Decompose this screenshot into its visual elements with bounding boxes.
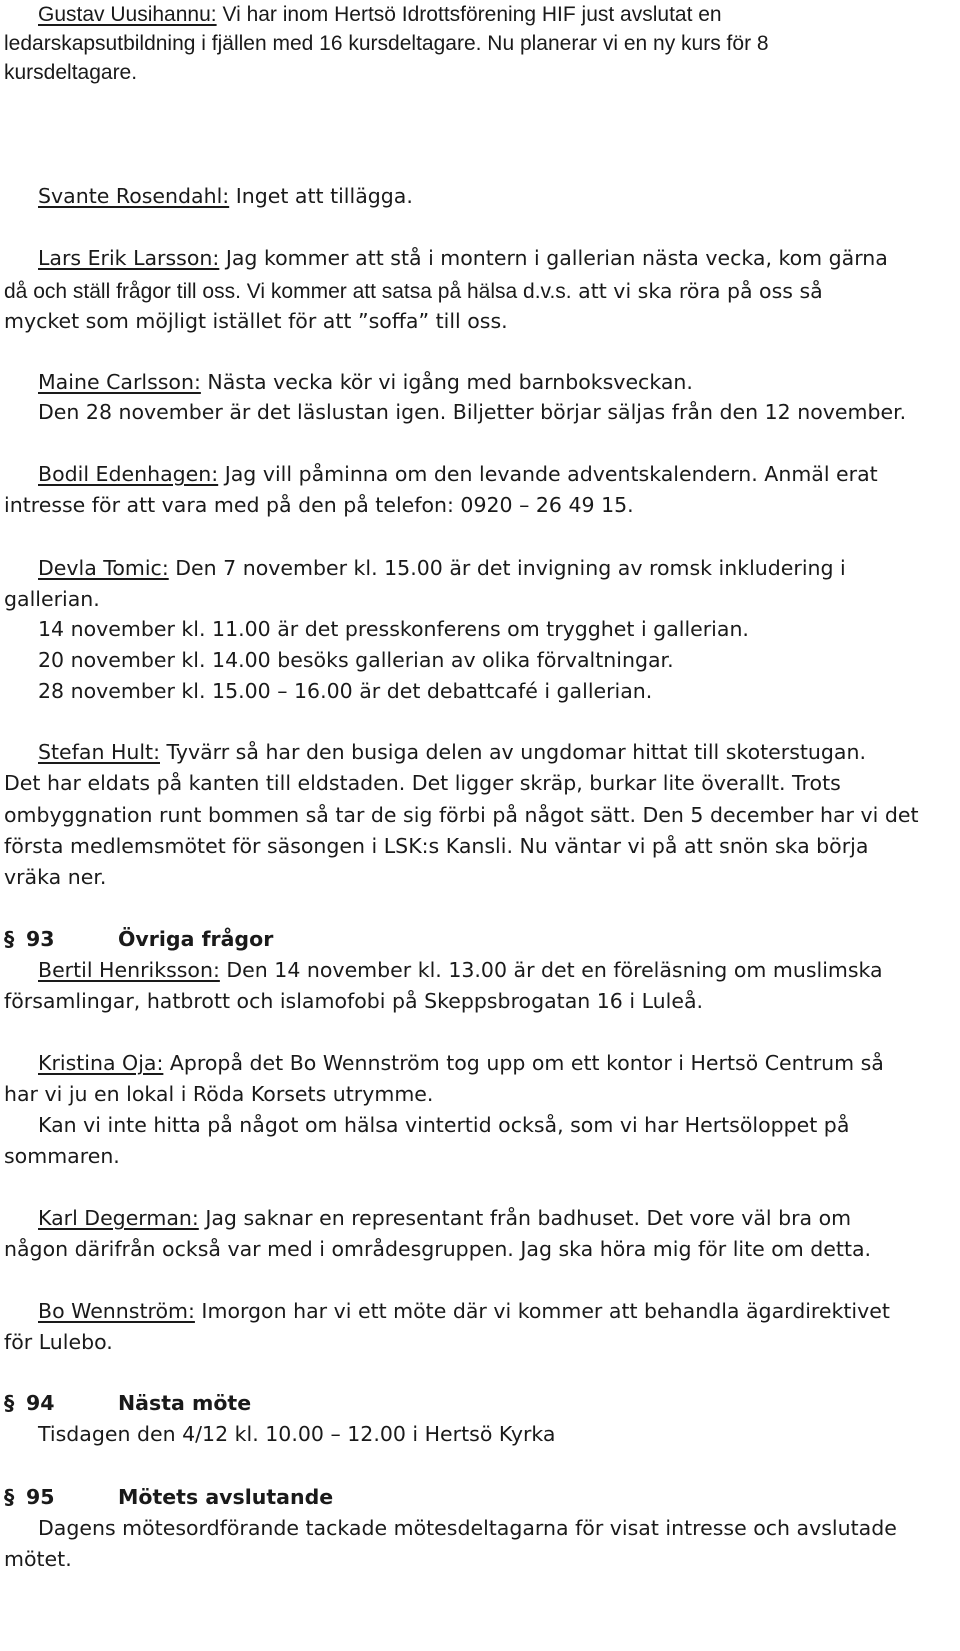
section-heading-93	[4, 923, 273, 955]
paragraph-line: för Lulebo.	[4, 1330, 113, 1354]
paragraph-line: Det har eldats på kanten till eldstaden. Det ligger skräp, burkar lite överallt. Trots	[4, 771, 841, 795]
kristina-paragraph	[38, 1048, 884, 1078]
speaker-name: Devla Tomic:	[38, 556, 169, 580]
speaker-name: Svante Rosendahl:	[38, 184, 230, 208]
paragraph-line: Tisdagen den 4/12 kl. 10.00 – 12.00 i Hertsö Kyrka	[38, 1422, 556, 1446]
section-title: Mötets avslutande	[118, 1485, 334, 1509]
speaker-name: Lars Erik Larsson:	[38, 246, 220, 270]
paragraph-line: 20 november kl. 14.00 besöks gallerian av olika förvaltningar.	[38, 648, 674, 672]
paragraph-text: Vi har inom Hertsö Idrottsförening HIF just avslutat en	[216, 3, 722, 26]
paragraph-text: Jag kommer att stå i montern i gallerian nästa vecka, kom gärna	[219, 246, 888, 270]
speaker-name: Karl Degerman:	[38, 1206, 199, 1230]
lars-paragraph	[38, 243, 888, 273]
paragraph-line: Dagens mötesordförande tackade mötesdeltagarna för visat intresse och avslutade	[38, 1516, 897, 1540]
speaker-name: Bertil Henriksson:	[38, 958, 220, 982]
section-sign: §	[4, 927, 15, 951]
paragraph-line: sommaren.	[4, 1144, 120, 1168]
speaker-name: Maine Carlsson:	[38, 370, 201, 394]
paragraph-text: att vi ska röra på oss så	[571, 279, 823, 303]
paragraph-line: Den 28 november är det läslustan igen. Biljetter börjar säljas från den 12 november.	[38, 400, 907, 424]
speaker-name: Bo Wennström:	[38, 1299, 195, 1323]
bodil-paragraph	[38, 459, 878, 489]
paragraph-line: 28 november kl. 15.00 – 16.00 är det debattcafé i gallerian.	[38, 679, 653, 703]
paragraph-text: då och ställ frågor till oss. Vi kommer att satsa på hälsa d.v.s.	[4, 280, 572, 303]
paragraph-line: har vi ju en lokal i Röda Korsets utrymme.	[4, 1082, 434, 1106]
paragraph-text: Jag saknar en representant från badhuset. Det vore väl bra om	[198, 1206, 852, 1230]
paragraph-line: gallerian.	[4, 587, 100, 611]
paragraph-line: vräka ner.	[4, 865, 107, 889]
section-number: 94	[26, 1391, 55, 1415]
stefan-paragraph	[38, 737, 866, 767]
paragraph-text: Imorgon har vi ett möte där vi kommer att behandla ägardirektivet	[194, 1299, 890, 1323]
speaker-name: Bodil Edenhagen:	[38, 462, 219, 486]
maine-paragraph	[38, 367, 693, 397]
speaker-name: Stefan Hult:	[38, 740, 160, 764]
paragraph-line: någon därifrån också var med i områdesgruppen. Jag ska höra mig för lite om detta.	[4, 1237, 872, 1261]
paragraph-line: intresse för att vara med på den på telefon: 0920 – 26 49 15.	[4, 493, 634, 517]
speaker-name: Kristina Oja:	[38, 1051, 164, 1075]
paragraph-line: ombyggnation runt bommen så tar de sig förbi på något sätt. Den 5 december har vi det	[4, 803, 919, 827]
section-title: Övriga frågor	[118, 927, 274, 951]
paragraph-line: ledarskapsutbildning i fjällen med 16 kursdeltagare. Nu planerar vi en ny kurs för 8	[4, 32, 769, 55]
paragraph-text: Den 7 november kl. 15.00 är det invigning av romsk inkludering i	[168, 556, 846, 580]
paragraph-text: Apropå det Bo Wennström tog upp om ett kontor i Hertsö Centrum så	[163, 1051, 884, 1075]
section-sign: §	[4, 1485, 15, 1509]
bo-paragraph	[38, 1296, 890, 1326]
svante-paragraph	[38, 181, 413, 211]
paragraph-text: Den 14 november kl. 13.00 är det en föreläsning om muslimska	[219, 958, 883, 982]
paragraph-line: Kan vi inte hitta på något om hälsa vintertid också, som vi har Hertsöloppet på	[38, 1113, 850, 1137]
paragraph-text: Nästa vecka kör vi igång med barnboksveckan.	[200, 370, 693, 394]
karl-paragraph	[38, 1203, 851, 1233]
paragraph-text: Inget att tillägga.	[229, 184, 413, 208]
section-sign: §	[4, 1391, 15, 1415]
gustav-paragraph	[38, 0, 722, 30]
paragraph-line: första medlemsmötet för säsongen i LSK:s Kansli. Nu väntar vi på att snön ska börja	[4, 834, 869, 858]
paragraph-line: församlingar, hatbrott och islamofobi på Skeppsbrogatan 16 i Luleå.	[4, 989, 704, 1013]
section-heading-94	[4, 1387, 251, 1419]
paragraph-line: kursdeltagare.	[4, 61, 138, 84]
paragraph-line	[4, 276, 823, 307]
speaker-name: Gustav Uusihannu:	[38, 3, 217, 26]
section-heading-95	[4, 1481, 333, 1513]
devla-paragraph	[38, 553, 846, 583]
paragraph-line: 14 november kl. 11.00 är det presskonferens om trygghet i gallerian.	[38, 617, 749, 641]
paragraph-line: mötet.	[4, 1547, 72, 1571]
paragraph-text: Jag vill påminna om den levande adventskalendern. Anmäl erat	[218, 462, 878, 486]
paragraph-text: Tyvärr så har den busiga delen av ungdomar hittat till skoterstugan.	[160, 740, 866, 764]
section-number: 95	[26, 1485, 55, 1509]
section-number: 93	[26, 927, 55, 951]
section-title: Nästa möte	[118, 1391, 252, 1415]
paragraph-line: mycket som möjligt istället för att ”soffa” till oss.	[4, 309, 508, 333]
bertil-paragraph	[38, 955, 883, 985]
